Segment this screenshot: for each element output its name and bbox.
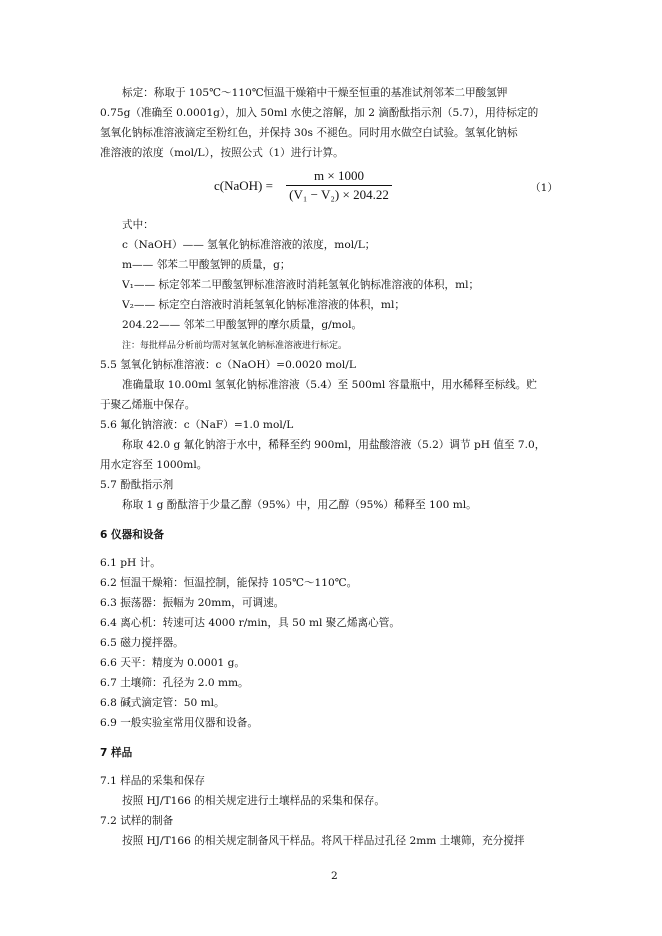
list-item: 6.5 磁力搅拌器。 bbox=[100, 637, 184, 649]
paragraph-line: 用水定容至 1000ml。 bbox=[100, 459, 208, 471]
fraction-bar bbox=[286, 185, 392, 186]
paragraph-line: 0.75g（准确至 0.0001g），加入 50ml 水使之溶解，加 2 滴酚酞指示剂（5.7），用待标定的 bbox=[100, 107, 539, 119]
paragraph-line: 称取 42.0 g 氟化钠溶于水中，稀释至约 900ml，用盐酸溶液（5.2）调节 pH 值至 7.0， bbox=[122, 439, 546, 451]
list-item: 6.7 土壤筛：孔径为 2.0 mm。 bbox=[100, 677, 249, 689]
paragraph-line: 准溶液的浓度（mol/L），按照公式（1）进行计算。 bbox=[100, 147, 344, 159]
paragraph-line: 按照 HJ/T166 的相关规定进行土壤样品的采集和保存。 bbox=[122, 795, 385, 807]
list-item: 6.1 pH 计。 bbox=[100, 557, 161, 569]
formula-lhs: c(NaOH) = bbox=[214, 178, 273, 193]
section-heading: 6 仪器和设备 bbox=[100, 529, 165, 541]
section-title: 5.5 氢氧化钠标准溶液：c（NaOH）=0.0020 mol/L bbox=[100, 359, 356, 371]
paragraph-line: 于聚乙烯瓶中保存。 bbox=[100, 399, 196, 411]
list-item: 6.9 一般实验室常用仪器和设备。 bbox=[100, 717, 258, 729]
list-item: 6.4 离心机：转速可达 4000 r/min，具 50 ml 聚乙烯离心管。 bbox=[100, 617, 400, 629]
equation-number: （1） bbox=[530, 182, 558, 194]
note: 注：每批样品分析前均需对氢氧化钠标准溶液进行标定。 bbox=[122, 341, 348, 351]
paragraph-line: 氢氧化钠标准溶液滴定至粉红色，并保持 30s 不褪色。同时用水做空白试验。氢氧化钠标 bbox=[100, 127, 518, 139]
where-item: m—— 邻苯二甲酸氢钾的质量，g； bbox=[122, 259, 291, 271]
section-title: 7.1 样品的采集和保存 bbox=[100, 775, 205, 787]
section-title: 5.6 氟化钠溶液：c（NaF）=1.0 mol/L bbox=[100, 419, 294, 431]
list-item: 6.8 碱式滴定管：50 ml。 bbox=[100, 697, 225, 709]
where-item: V₂—— 标定空白溶液时消耗氢氧化钠标准溶液的体积，ml； bbox=[122, 299, 405, 311]
list-item: 6.6 天平：精度为 0.0001 g。 bbox=[100, 657, 245, 669]
list-item: 6.3 振荡器：振幅为 20mm，可调速。 bbox=[100, 597, 285, 609]
where-item: 204.22—— 邻苯二甲酸氢钾的摩尔质量，g/mol。 bbox=[122, 319, 363, 331]
where-item: c（NaOH）—— 氢氧化钠标准溶液的浓度，mol/L； bbox=[122, 239, 376, 251]
formula bbox=[214, 168, 404, 204]
formula-numerator: m × 1000 bbox=[314, 168, 364, 183]
paragraph-line: 标定：称取于 105℃～110℃恒温干燥箱中干燥至恒重的基准试剂邻苯二甲酸氢钾 bbox=[122, 87, 508, 99]
section-title: 7.2 试样的制备 bbox=[100, 815, 174, 827]
list-item: 6.2 恒温干燥箱：恒温控制，能保持 105℃～110℃。 bbox=[100, 577, 358, 589]
page-number: 2 bbox=[331, 870, 338, 882]
formula-fraction bbox=[286, 168, 392, 203]
section-title: 5.7 酚酞指示剂 bbox=[100, 479, 174, 491]
where-title: 式中： bbox=[122, 219, 154, 231]
paragraph-line: 按照 HJ/T166 的相关规定制备风干样品。将风干样品过孔径 2mm 土壤筛，充分搅拌 bbox=[122, 835, 525, 847]
paragraph-line: 准确量取 10.00ml 氢氧化钠标准溶液（5.4）至 500ml 容量瓶中，用水稀释至标线。贮 bbox=[122, 379, 537, 391]
formula-denominator: (V₁ − V₂) × 204.22 bbox=[289, 187, 389, 202]
paragraph-line: 称取 1 g 酚酞溶于少量乙醇（95%）中，用乙醇（95%）稀释至 100 ml。 bbox=[122, 499, 477, 511]
section-heading: 7 样品 bbox=[100, 747, 133, 759]
where-item: V₁—— 标定邻苯二甲酸氢钾标准溶液时消耗氢氧化钠标准溶液的体积，ml； bbox=[122, 279, 480, 291]
